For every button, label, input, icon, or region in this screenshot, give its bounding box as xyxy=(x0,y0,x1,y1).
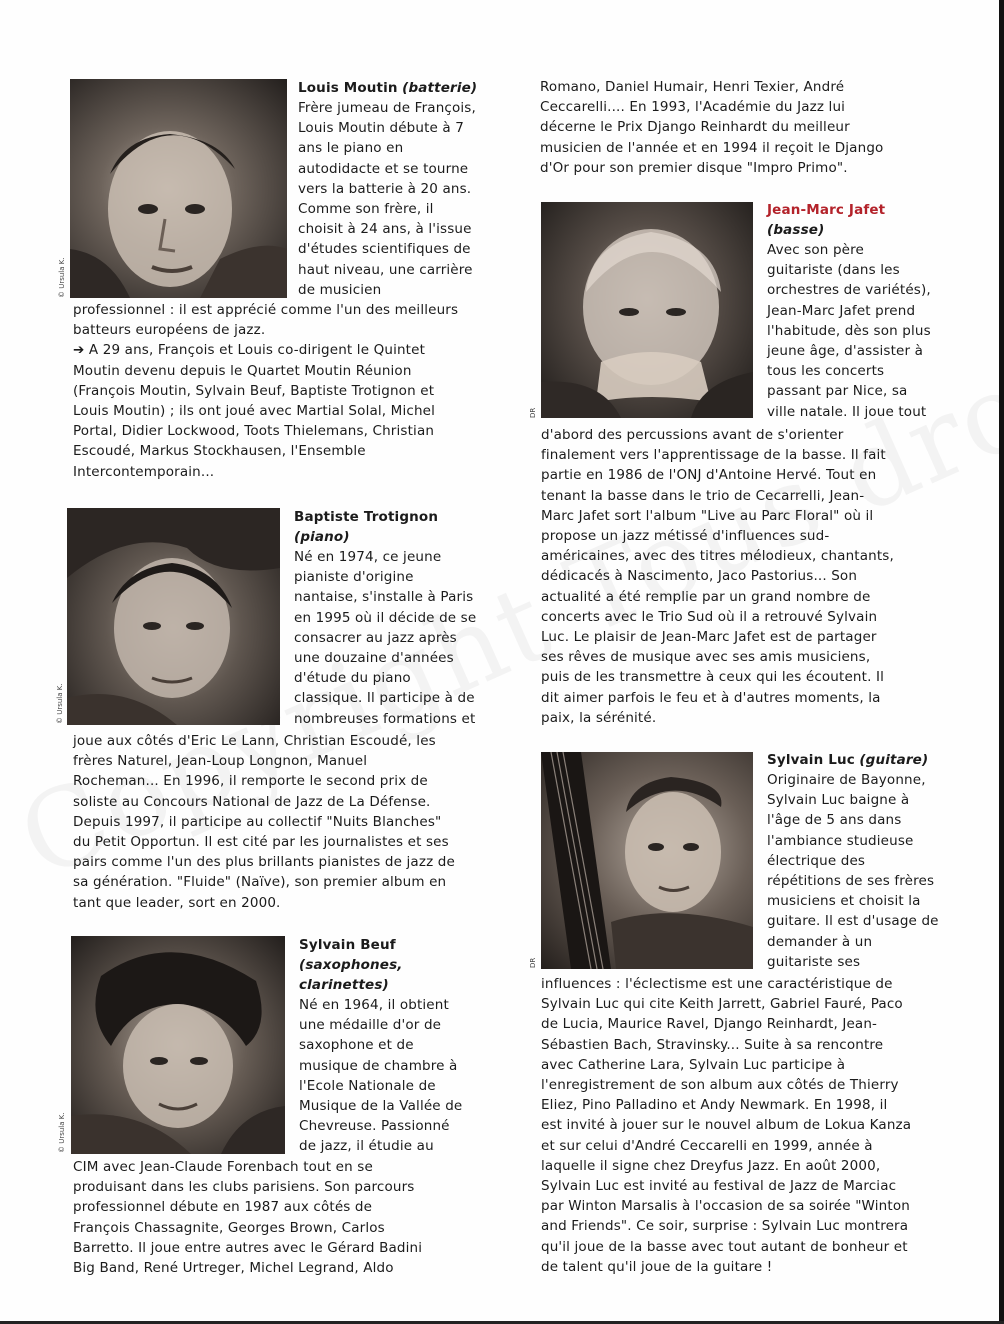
text-line: frères Naturel, Jean-Loup Longnon, Manuel xyxy=(73,753,368,770)
text-line: répétitions de ses frères xyxy=(767,873,935,890)
text-line: américaines, avec des titres mélodieux, chantants, xyxy=(541,548,894,565)
text-line: produisant dans les clubs parisiens. Son parcours xyxy=(73,1179,415,1196)
text-line: puis de les transmettre à ceux qui les écoutent. Il xyxy=(541,669,884,686)
text-line: Sylvain Luc baigne à xyxy=(767,792,910,809)
text-line: est invité à jouer sur le nouvel album de Lokua Kanza xyxy=(541,1117,912,1134)
text-line: Louis Moutin débute à 7 xyxy=(298,120,465,137)
text-line: autodidacte et se tourne xyxy=(298,160,469,177)
text-line: pianiste d'origine xyxy=(294,569,414,586)
jean-marc-jafet-role: (basse) xyxy=(767,222,825,239)
text-line: haut niveau, une carrière xyxy=(298,261,473,278)
sylvain-beuf-photo-credit: © Ursula K. xyxy=(58,1112,66,1153)
text-line: (François Moutin, Sylvain Beuf, Baptiste Trotignon et xyxy=(73,382,435,399)
text-line: orchestres de variétés), xyxy=(767,282,931,299)
text-line: tenant la basse dans le trio de Cecarrelli, Jean- xyxy=(541,487,865,504)
louis-moutin-photo-credit: © Ursula K. xyxy=(58,257,66,298)
text-line: and Friends". Ce soir, surprise : Sylvain Luc montrera xyxy=(541,1218,909,1235)
text-line: électrique des xyxy=(767,852,866,869)
text-line: Luc. Le plaisir de Jean-Marc Jafet est de partager xyxy=(541,629,877,646)
text-line: l'Ecole Nationale de xyxy=(299,1077,436,1094)
text-line: de talent qu'il joue de la guitare ! xyxy=(541,1258,773,1275)
sylvain-luc-heading xyxy=(767,750,928,770)
text-line: professionnel : il est apprécié comme l'un des meilleurs xyxy=(73,302,459,318)
text-line: Depuis 1997, il participe au collectif "Nuits Blanches" xyxy=(73,813,442,830)
text-line: choisit à 24 ans, à l'issue xyxy=(298,221,472,238)
baptiste-trotignon-name: Baptiste Trotignon xyxy=(294,509,439,525)
text-line: Ceccarelli.... En 1993, l'Académie du Jazz lui xyxy=(540,99,846,116)
text-line: sa génération. "Fluide" (Naïve), son premier album en xyxy=(73,874,447,891)
text-line: actualité a été remplie par un grand nombre de xyxy=(541,588,871,605)
sylvain-luc-body xyxy=(541,974,911,1277)
sylvain-beuf-heading xyxy=(299,935,403,996)
text-line: Chevreuse. Passionné xyxy=(299,1118,450,1135)
text-line: une douzaine d'années xyxy=(294,650,454,667)
text-line: Avec son père xyxy=(767,242,864,258)
text-line: finalement vers l'apprentissage de la basse. Il fait xyxy=(541,447,886,464)
sylvain-beuf-name: Sylvain Beuf xyxy=(299,937,396,953)
text-line: Jean-Marc Jafet prend xyxy=(767,302,916,319)
text-line: nombreuses formations et xyxy=(294,710,476,727)
sylvain-beuf-photo xyxy=(71,936,285,1154)
text-line: tous les concerts xyxy=(767,363,885,380)
sylvain-beuf-role: (saxophones, xyxy=(299,957,403,974)
sylvain-beuf-intro xyxy=(299,995,462,1157)
jean-marc-jafet-body xyxy=(541,425,894,728)
text-line: du Petit Opportun. Il est cité par les journalistes et ses xyxy=(73,834,449,851)
jean-marc-jafet-photo xyxy=(541,202,753,418)
text-line: Big Band, René Urtreger, Michel Legrand, Aldo xyxy=(73,1260,394,1277)
text-line: et sur celui d'André Ceccarelli en 1999, année à xyxy=(541,1137,873,1154)
text-line: Sébastien Bach, Stravinsky... Suite à sa rencontre xyxy=(541,1036,884,1053)
text-line: consacrer au jazz après xyxy=(294,629,457,646)
text-line: l'habitude, dès son plus xyxy=(767,322,931,339)
sylvain-luc-intro xyxy=(767,770,939,972)
text-line: ans le piano en xyxy=(298,140,404,157)
louis-moutin-photo xyxy=(70,79,287,298)
text-line: Comme son frère, il xyxy=(298,201,434,218)
text-line: Rocheman... En 1996, il remporte le second prix de xyxy=(73,773,428,790)
text-line: nantaise, s'installe à Paris xyxy=(294,589,474,606)
jean-marc-jafet-photo-credit: DR xyxy=(529,407,537,418)
text-line: d'abord des percussions avant de s'orienter xyxy=(541,427,844,443)
text-line: l'âge de 5 ans dans xyxy=(767,812,902,829)
baptiste-trotignon-body xyxy=(73,731,455,913)
baptiste-trotignon-intro xyxy=(294,547,476,729)
louis-moutin-name: Louis Moutin xyxy=(298,80,398,96)
text-line: Frère jumeau de François, xyxy=(298,100,476,116)
text-line: musiciens et choisit la xyxy=(767,893,921,910)
scan-edge-right xyxy=(999,0,1004,1324)
text-line: Musique de la Vallée de xyxy=(299,1098,463,1115)
baptiste-trotignon-photo-credit: © Ursula K. xyxy=(56,683,64,724)
text-line: Marc Jafet sort l'album "Live au Parc Floral" où il xyxy=(541,507,874,524)
text-line: batteurs européens de jazz. xyxy=(73,322,266,339)
text-line: ses rêves de musique avec ses amis musiciens, xyxy=(541,649,871,666)
sylvain-beuf-continuation xyxy=(540,77,883,178)
text-line: influences : l'éclectisme est une caractéristique de xyxy=(541,976,893,992)
text-line: l'ambiance studieuse xyxy=(767,832,914,849)
text-line: Né en 1964, il obtient xyxy=(299,997,449,1013)
sylvain-luc-name: Sylvain Luc xyxy=(767,752,855,768)
text-line: Barretto. Il joue entre autres avec le Gérard Badini xyxy=(73,1239,423,1256)
baptiste-trotignon-role: (piano) xyxy=(294,529,350,546)
text-line: Né en 1974, ce jeune xyxy=(294,549,442,565)
text-line: Sylvain Luc qui cite Keith Jarrett, Gabriel Fauré, Paco xyxy=(541,996,903,1013)
text-line: une médaille d'or de xyxy=(299,1017,442,1034)
sylvain-luc-photo xyxy=(541,752,753,969)
text-line: demander à un xyxy=(767,933,873,950)
text-line: Escoudé, Markus Stockhausen, l'Ensemble xyxy=(73,443,366,460)
text-line: Originaire de Bayonne, xyxy=(767,772,926,788)
jean-marc-jafet-intro xyxy=(767,240,931,422)
sylvain-luc-role: (guitare) xyxy=(859,752,929,768)
text-line: Romano, Daniel Humair, Henri Texier, André xyxy=(540,79,845,95)
text-line: ➔ A 29 ans, François et Louis co-dirigent le Quintet xyxy=(73,342,426,359)
text-line: classique. Il participe à de xyxy=(294,690,475,707)
jean-marc-jafet-heading xyxy=(767,200,885,240)
text-line: propose un jazz métissé d'influences sud- xyxy=(541,528,830,545)
text-line: laquelle il signe chez Dreyfus Jazz. En août 2000, xyxy=(541,1157,881,1174)
jean-marc-jafet-name: Jean-Marc Jafet xyxy=(767,202,886,218)
text-line: musicien de l'année et en 1994 il reçoit le Django xyxy=(540,139,884,156)
text-line: CIM avec Jean-Claude Forenbach tout en se xyxy=(73,1159,373,1175)
text-line: passant par Nice, sa xyxy=(767,383,908,400)
baptiste-trotignon-heading xyxy=(294,507,438,547)
sylvain-luc-photo-credit: DR xyxy=(529,957,537,968)
text-line: de jazz, il étudie au xyxy=(299,1138,434,1155)
text-line: décerne le Prix Django Reinhardt du meilleur xyxy=(540,119,850,136)
text-line: Portal, Didier Lockwood, Toots Thielemans, Christian xyxy=(73,423,435,440)
louis-moutin-heading xyxy=(298,78,477,98)
text-line: saxophone et de xyxy=(299,1037,414,1054)
text-line: tant que leader, sort en 2000. xyxy=(73,894,281,911)
text-line: soliste au Concours National de Jazz de La Défense. xyxy=(73,793,431,810)
text-line: d'études scientifiques de xyxy=(298,241,471,258)
text-line: vers la batterie à 20 ans. xyxy=(298,180,472,197)
text-line: Intercontemporain... xyxy=(73,463,215,480)
text-line: Moutin devenu depuis le Quartet Moutin Réunion xyxy=(73,362,412,379)
text-line: par Winton Marsalis à l'occasion de sa soirée "Winton xyxy=(541,1198,910,1215)
text-line: dit aimer parfois le feu et à d'autres moments, la xyxy=(541,689,881,706)
arrow-icon: ➔ xyxy=(73,342,85,359)
louis-moutin-intro xyxy=(298,98,476,300)
text-line: Louis Moutin) ; ils ont joué avec Martial Solal, Michel xyxy=(73,403,436,420)
text-line: jeune âge, d'assister à xyxy=(767,343,924,360)
text-line: guitare. Il est d'usage de xyxy=(767,913,939,930)
text-line: partie en 1986 de l'ONJ d'Antoine Hervé. Tout en xyxy=(541,467,877,484)
text-line: en 1995 où il décide de se xyxy=(294,609,477,626)
text-line: guitariste (dans les xyxy=(767,262,900,279)
text-line: concerts avec le Trio Sud où il a retrouvé Sylvain xyxy=(541,608,878,625)
text-line: musique de chambre à xyxy=(299,1057,458,1074)
text-line: dédicacés à Nascimento, Jaco Pastorius... Son xyxy=(541,568,858,585)
text-line: d'étude du piano xyxy=(294,670,411,687)
text-line: ville natale. Il joue tout xyxy=(767,403,927,420)
text-line: l'enregistrement de son album aux côtés de Thierry xyxy=(541,1077,899,1094)
text-line: guitariste ses xyxy=(767,953,861,970)
text-line: de musicien xyxy=(298,281,382,298)
text-line: de Lucia, Maurice Ravel, Django Reinhardt, Jean- xyxy=(541,1016,878,1033)
text-line: d'Or pour son premier disque "Impro Primo". xyxy=(540,159,848,176)
text-line: François Chassagnite, Georges Brown, Carlos xyxy=(73,1219,385,1236)
text-line: Sylvain Luc est invité au festival de Jazz de Marciac xyxy=(541,1178,897,1195)
louis-moutin-role: (batterie) xyxy=(402,80,478,96)
sylvain-beuf-role-2: clarinettes) xyxy=(299,977,389,994)
louis-moutin-body xyxy=(73,300,458,482)
baptiste-trotignon-photo xyxy=(67,508,280,725)
text-line: avec Catherine Lara, Sylvain Luc participe à xyxy=(541,1056,846,1073)
text-line: joue aux côtés d'Eric Le Lann, Christian Escoudé, les xyxy=(73,733,436,749)
text-line: pairs comme l'un des plus brillants pianistes de jazz de xyxy=(73,854,455,871)
sylvain-beuf-body xyxy=(73,1157,422,1278)
text-line: Eliez, Pino Palladino et Andy Newmark. En 1998, il xyxy=(541,1097,888,1114)
text-line: paix, la sérénité. xyxy=(541,709,657,726)
text-line: qu'il joue de la basse avec tout autant de bonheur et xyxy=(541,1238,908,1255)
text-line: professionnel débute en 1987 aux côtés de xyxy=(73,1199,373,1216)
